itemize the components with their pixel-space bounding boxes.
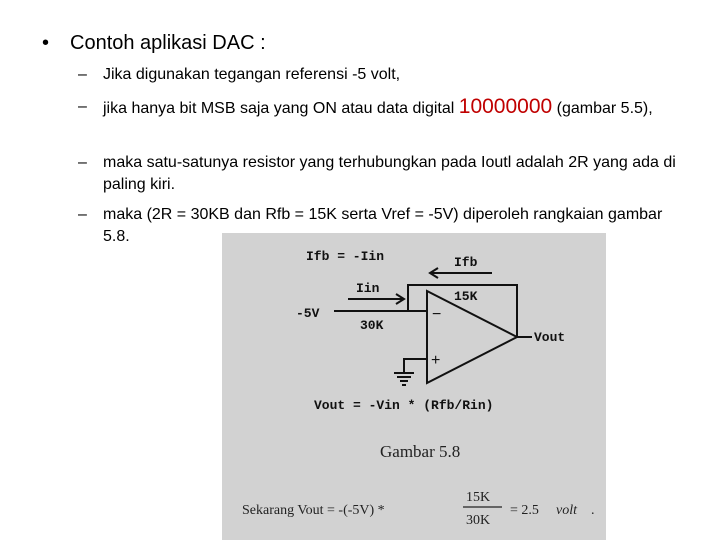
calc-result: = 2.5: [510, 503, 539, 518]
sub-bullet-text: maka satu-satunya resistor yang terhubungkan pada Ioutl adalah 2R yang ada di paling kiri.: [103, 154, 676, 193]
circuit-diagram: [222, 233, 606, 540]
rfb-label: 15K: [454, 289, 478, 304]
vin-label: -5V: [296, 306, 320, 321]
calc-prefix: Sekarang Vout = -(-5V) *: [242, 503, 385, 518]
calc-numerator: 15K: [466, 490, 491, 505]
sub-bullet-text: [78, 96, 688, 120]
sub-bullet-text: Jika digunakan tegangan referensi -5 volt,: [103, 66, 401, 83]
bullet-dot-icon: •: [42, 32, 50, 54]
highlight-binary: 10000000: [458, 95, 553, 118]
calc-unit: volt: [556, 503, 577, 518]
opamp-symbol: [427, 291, 517, 383]
dash-icon: –: [78, 154, 87, 171]
sub-bullet-text-before: jika hanya bit MSB saja yang ON atau data digital: [103, 100, 459, 117]
calc-denominator: 30K: [466, 513, 491, 528]
dash-icon: –: [78, 66, 87, 83]
vout-label: Vout: [534, 330, 566, 345]
ifb-equation: Ifb = -Iin: [306, 249, 385, 264]
calc-end: .: [591, 503, 595, 518]
minus-sign: −: [432, 306, 442, 323]
sub-bullet-text: maka (2R = 30KB dan Rfb = 15K serta Vref = -5V) diperoleh rangkaian gambar 5.8.: [103, 206, 663, 245]
ground-icon: [394, 373, 414, 385]
sub-bullet-3: [78, 152, 688, 196]
ifb-label: Ifb: [454, 255, 478, 270]
circuit-figure: [222, 233, 606, 540]
sub-bullet-2: [78, 96, 688, 120]
sub-bullet-1: [78, 64, 688, 86]
plus-sign: +: [431, 352, 441, 369]
rin-label: 30K: [360, 318, 384, 333]
ground-wire: [404, 359, 427, 373]
sub-bullet-text-after: (gambar 5.5),: [552, 100, 653, 117]
dash-icon: –: [78, 206, 87, 223]
dash-icon: –: [78, 98, 87, 115]
main-bullet-text: Contoh aplikasi DAC :: [70, 32, 266, 54]
figure-caption: Gambar 5.8: [380, 442, 461, 461]
formula-text: Vout = -Vin * (Rfb/Rin): [314, 398, 494, 413]
main-bullet: [42, 32, 266, 55]
iin-label: Iin: [356, 281, 380, 296]
